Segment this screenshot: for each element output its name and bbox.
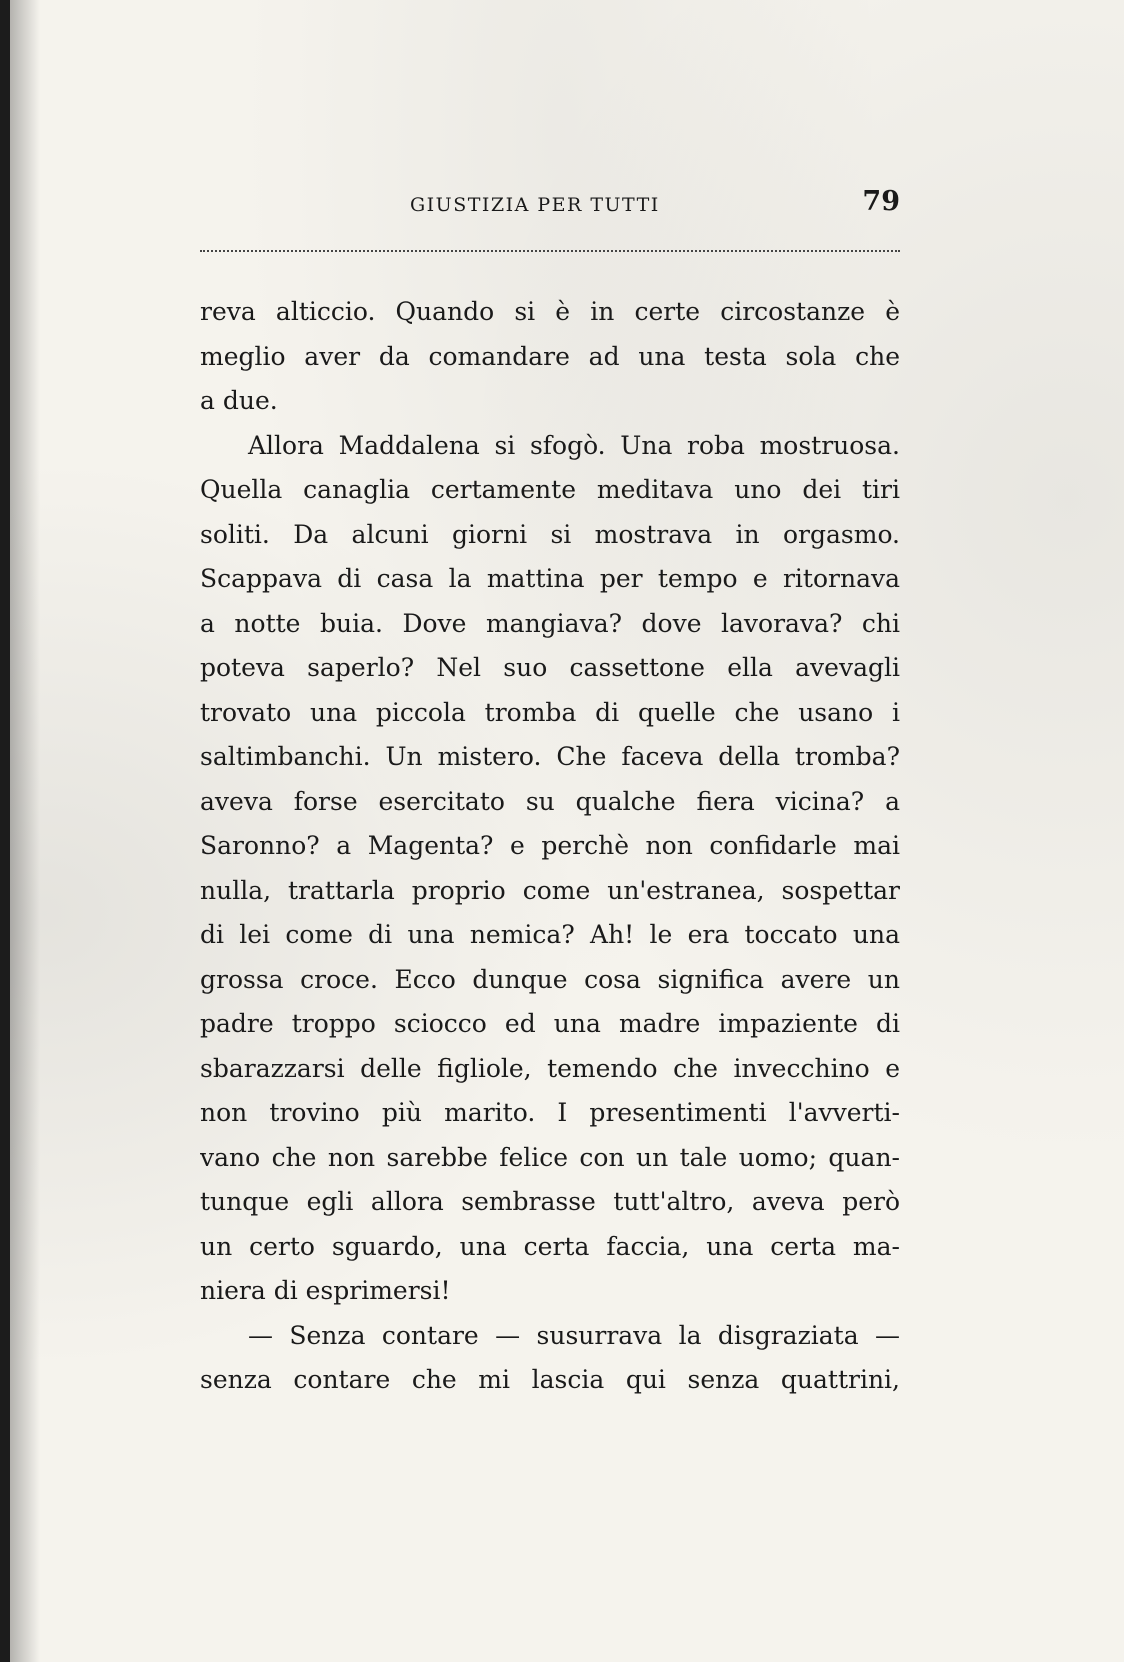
text-line: reva alticcio. Quando si è in certe circostanze è <box>200 297 900 326</box>
text-line: meglio aver da comandare ad una testa sola che <box>200 341 900 371</box>
page-binding-edge <box>0 0 10 1662</box>
text-line: non trovino più marito. I presentimenti l'avverti- <box>200 1098 900 1127</box>
text-line: senza contare che mi lascia qui senza quattrini, <box>200 1365 900 1394</box>
page-header <box>200 186 900 226</box>
text-line: Quella canaglia certamente meditava uno dei tiri <box>200 475 900 504</box>
text-line: trovato una piccola tromba di quelle che usano i <box>200 697 900 727</box>
text-line: padre troppo sciocco ed una madre impaziente di <box>200 1009 900 1038</box>
text-line: nulla, trattarla proprio come un'estranea, sospettar <box>200 875 900 905</box>
text-line: vano che non sarebbe felice con un tale uomo; quan- <box>200 1142 900 1172</box>
text-line: Scappava di casa la mattina per tempo e ritornava <box>200 564 900 593</box>
text-line: a notte buia. Dove mangiava? dove lavorava? chi <box>200 608 900 638</box>
text-line: niera di esprimersi! <box>200 1276 451 1305</box>
text-line: sbarazzarsi delle figliole, temendo che invecchino e <box>200 1053 900 1083</box>
text-line: Saronno? a Magenta? e perchè non confidarle mai <box>200 831 900 860</box>
text-line: di lei come di una nemica? Ah! le era toccato una <box>200 920 900 949</box>
header-rule <box>200 250 900 252</box>
page-number: 79 <box>862 186 900 217</box>
text-line: soliti. Da alcuni giorni si mostrava in orgasmo. <box>200 519 900 549</box>
text-line: un certo sguardo, una certa faccia, una certa ma- <box>200 1231 900 1261</box>
binding-shadow <box>10 0 40 1662</box>
running-title: GIUSTIZIA PER TUTTI <box>410 194 660 216</box>
text-line: — Senza contare — susurrava la disgraziata — <box>248 1320 900 1350</box>
text-line: tunque egli allora sembrasse tutt'altro, aveva però <box>200 1187 900 1216</box>
text-line: aveva forse esercitato su qualche fiera vicina? a <box>200 786 900 816</box>
text-line: poteva saperlo? Nel suo cassettone ella avevagli <box>200 653 900 682</box>
body-text <box>200 290 900 1403</box>
text-line: saltimbanchi. Un mistero. Che faceva della tromba? <box>200 742 900 771</box>
text-line: grossa croce. Ecco dunque cosa significa avere un <box>200 964 900 994</box>
text-line: Allora Maddalena si sfogò. Una roba mostruosa. <box>248 430 900 460</box>
text-line: a due. <box>200 386 278 415</box>
